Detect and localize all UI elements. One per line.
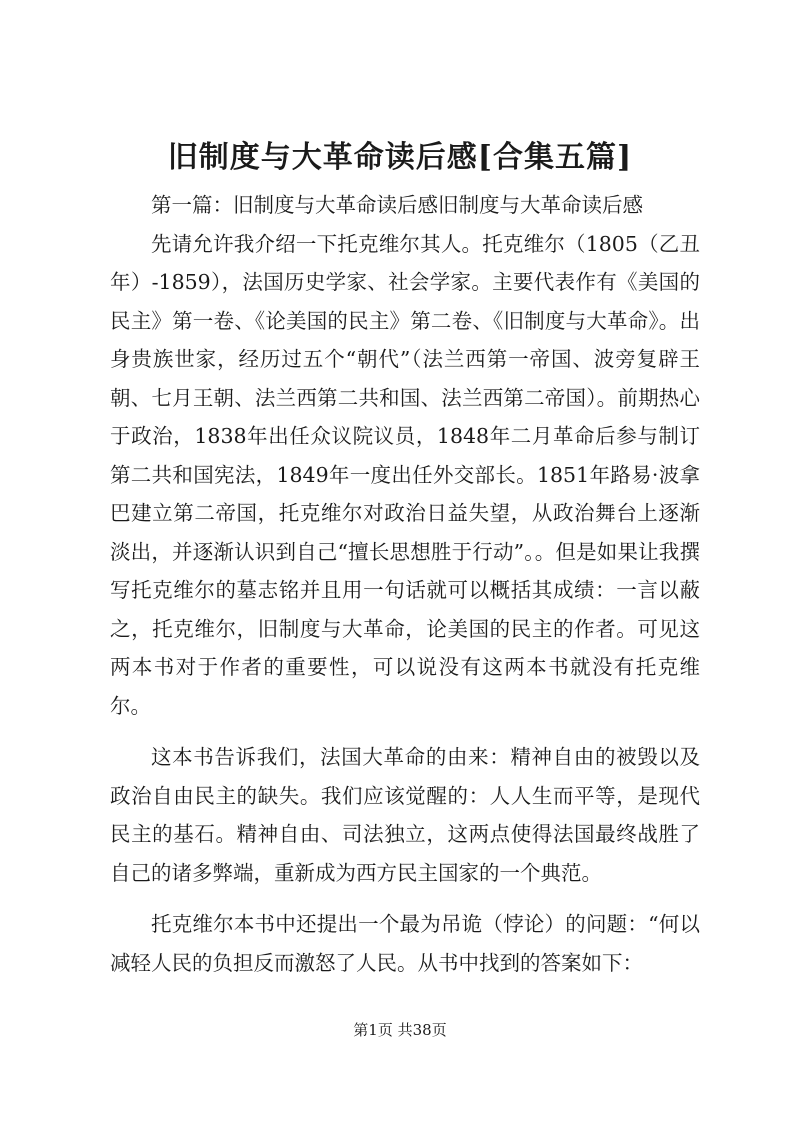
paragraph: 先请允许我介绍一下托克维尔其人。托克维尔（1805（乙丑年）-1859），法国历史学家、社会学家。主要代表作有《美国的民主》第一卷、《论美国的民主》第二卷、《旧制度与大革命》。出身贵族世家，经历过五个“朝代”（法兰西第一帝国、波旁复辟王朝、七月王朝、法兰西第二共和国、法兰西第二帝国）。前期热心于政治，1838年出任众议院议员，1848年二月革命后参与制订第二共和国宪法，1849年一度出任外交部长。1851年路易·波拿巴建立第二帝国，托克维尔对政治日益失望，从政治舞台上逐渐淡出，并逐渐认识到自己“擅长思想胜于行动”。。但是如果让我撰写托克维尔的墓志铭并且用一句话就可以概括其成绩：一言以蔽之，托克维尔，旧制度与大革命，论美国的民主的作者。可见这两本书对于作者的重要性，可以说没有这两本书就没有托克维尔。 [110,231,700,718]
document-body [110,186,700,995]
paragraph: 托克维尔本书中还提出一个最为吊诡（悖论）的问题：“何以减轻人民的负担反而激怒了人民。从书中找到的答案如下： [110,912,700,975]
document-title: 旧制度与大革命读后感[合集五篇] [167,140,633,175]
page-footer: 第1页 共38页 [353,1021,447,1039]
section-heading: 第一篇：旧制度与大革命读后感旧制度与大革命读后感 [151,193,643,217]
paragraph: 这本书告诉我们，法国大革命的由来：精神自由的被毁以及政治自由民主的缺失。我们应该觉醒的：人人生而平等，是现代民主的基石。精神自由、司法独立，这两点使得法国最终战胜了自己的诸多弊端，重新成为西方民主国家的一个典范。 [110,745,700,885]
